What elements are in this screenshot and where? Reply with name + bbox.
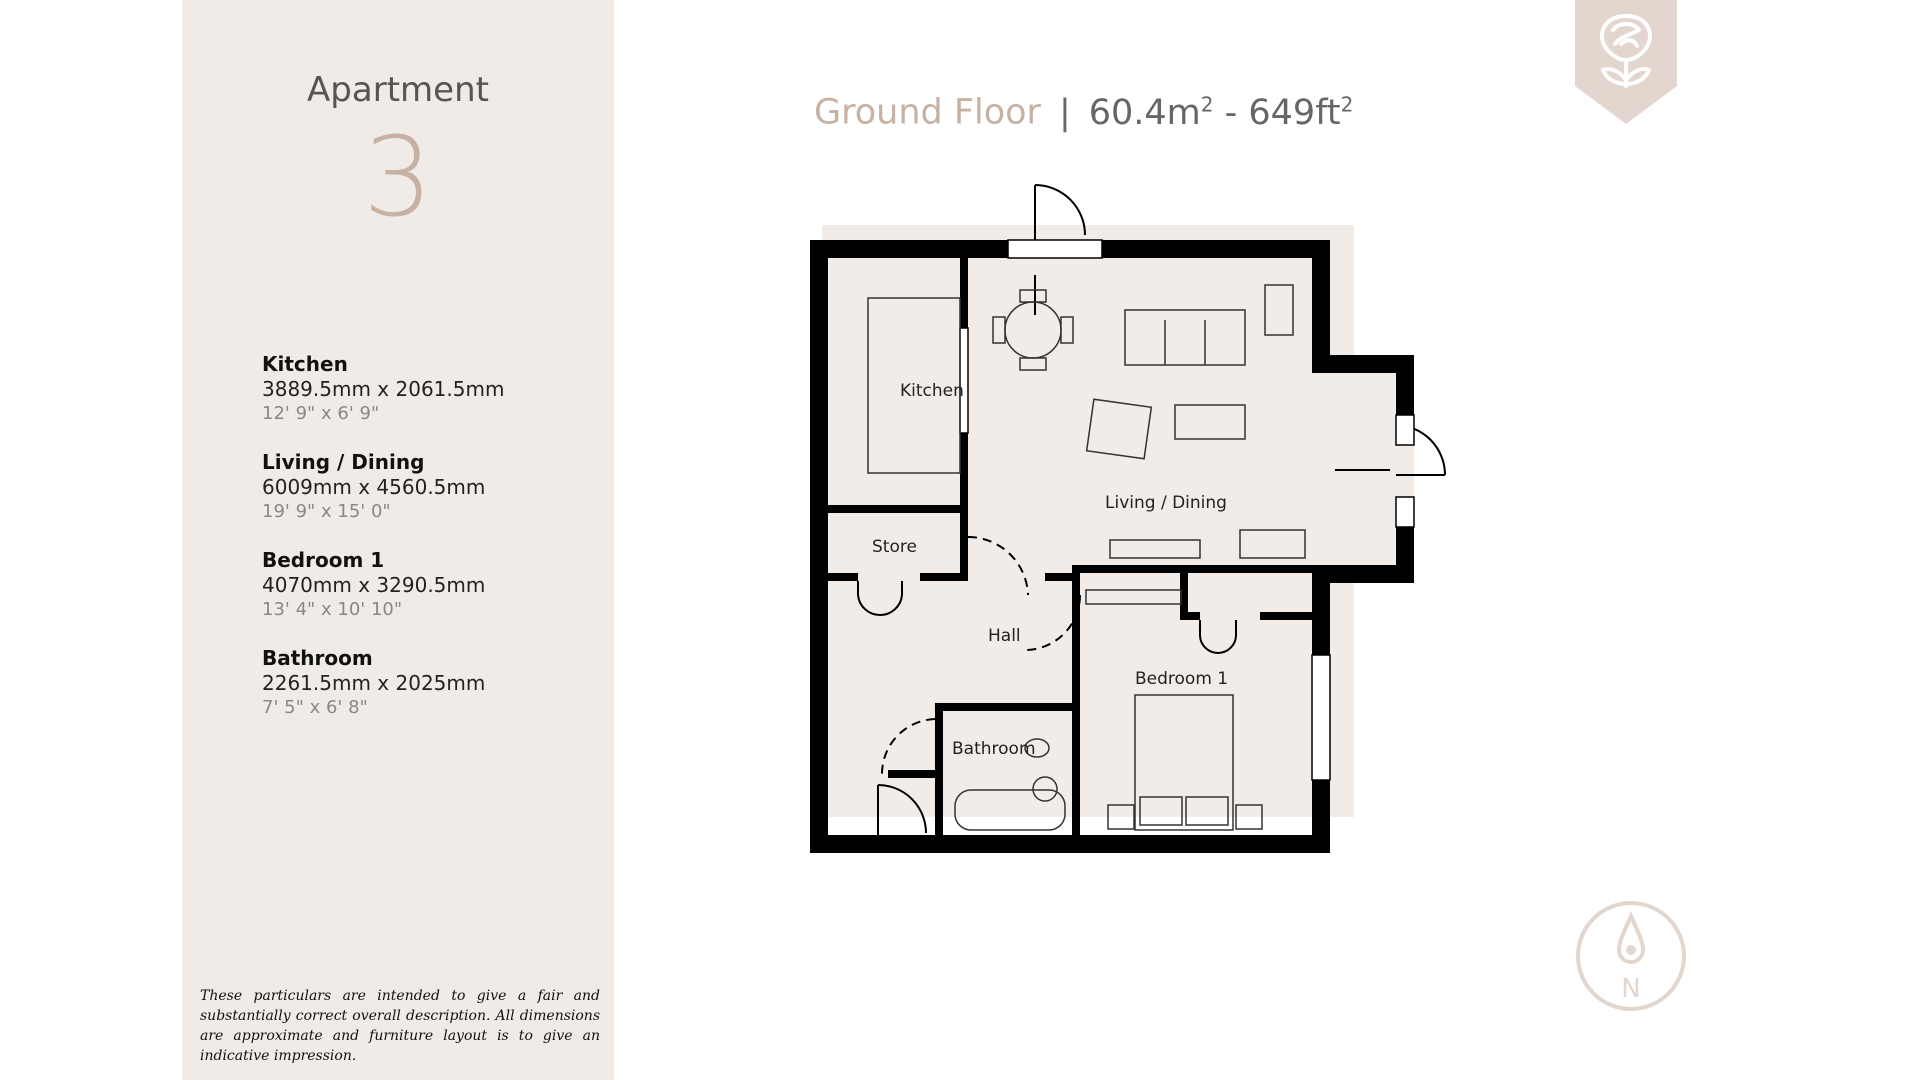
floor-area xyxy=(1089,93,1354,133)
plan-label-hall: Hall xyxy=(988,626,1021,646)
disclaimer-text: These particulars are intended to give a fair and substantially correct overall description. All dimensions are approximate and furniture layout is to give an indicative impression. xyxy=(200,988,600,1064)
plan-label-bathroom: Bathroom xyxy=(952,739,1036,759)
plan-label-store: Store xyxy=(872,537,917,557)
rose-logo-icon xyxy=(1575,0,1677,124)
apartment-number: 3 xyxy=(363,113,433,241)
room-item-kitchen xyxy=(262,352,592,450)
sidebar xyxy=(182,0,614,1080)
room-metric-dimensions: 4070mm x 3290.5mm xyxy=(262,573,486,597)
floor-plan xyxy=(790,175,1450,865)
plan-label-kitchen: Kitchen xyxy=(900,381,964,401)
area-separator: - xyxy=(1213,92,1249,133)
plan-label-living-dining: Living / Dining xyxy=(1105,493,1227,513)
plan-label-bedroom-1: Bedroom 1 xyxy=(1135,669,1229,689)
floor-name: Ground Floor xyxy=(814,92,1041,133)
compass-letter: N xyxy=(1621,974,1641,1004)
title-separator: | xyxy=(1058,92,1071,133)
room-list xyxy=(262,352,592,744)
room-item-living-dining xyxy=(262,450,592,548)
floor-title xyxy=(814,92,1353,133)
room-metric-dimensions: 3889.5mm x 2061.5mm xyxy=(262,377,505,401)
room-metric-dimensions: 2261.5mm x 2025mm xyxy=(262,671,486,695)
apartment-label: Apartment xyxy=(307,70,489,110)
room-imperial-dimensions: 7' 5" x 6' 8" xyxy=(262,697,368,718)
area-imperial: 649ft xyxy=(1248,92,1341,133)
room-item-bedroom-1 xyxy=(262,548,592,646)
room-imperial-dimensions: 19' 9" x 15' 0" xyxy=(262,501,391,522)
compass-icon xyxy=(1575,900,1687,1012)
room-name: Kitchen xyxy=(262,352,348,376)
room-imperial-dimensions: 13' 4" x 10' 10" xyxy=(262,599,403,620)
area-metric-superscript: 2 xyxy=(1200,92,1214,116)
room-name: Bedroom 1 xyxy=(262,548,385,572)
room-metric-dimensions: 6009mm x 4560.5mm xyxy=(262,475,486,499)
room-imperial-dimensions: 12' 9" x 6' 9" xyxy=(262,403,380,424)
area-metric: 60.4m xyxy=(1088,92,1201,133)
room-item-bathroom xyxy=(262,646,592,744)
room-name: Living / Dining xyxy=(262,450,425,474)
area-imperial-superscript: 2 xyxy=(1340,92,1354,116)
room-name: Bathroom xyxy=(262,646,373,670)
